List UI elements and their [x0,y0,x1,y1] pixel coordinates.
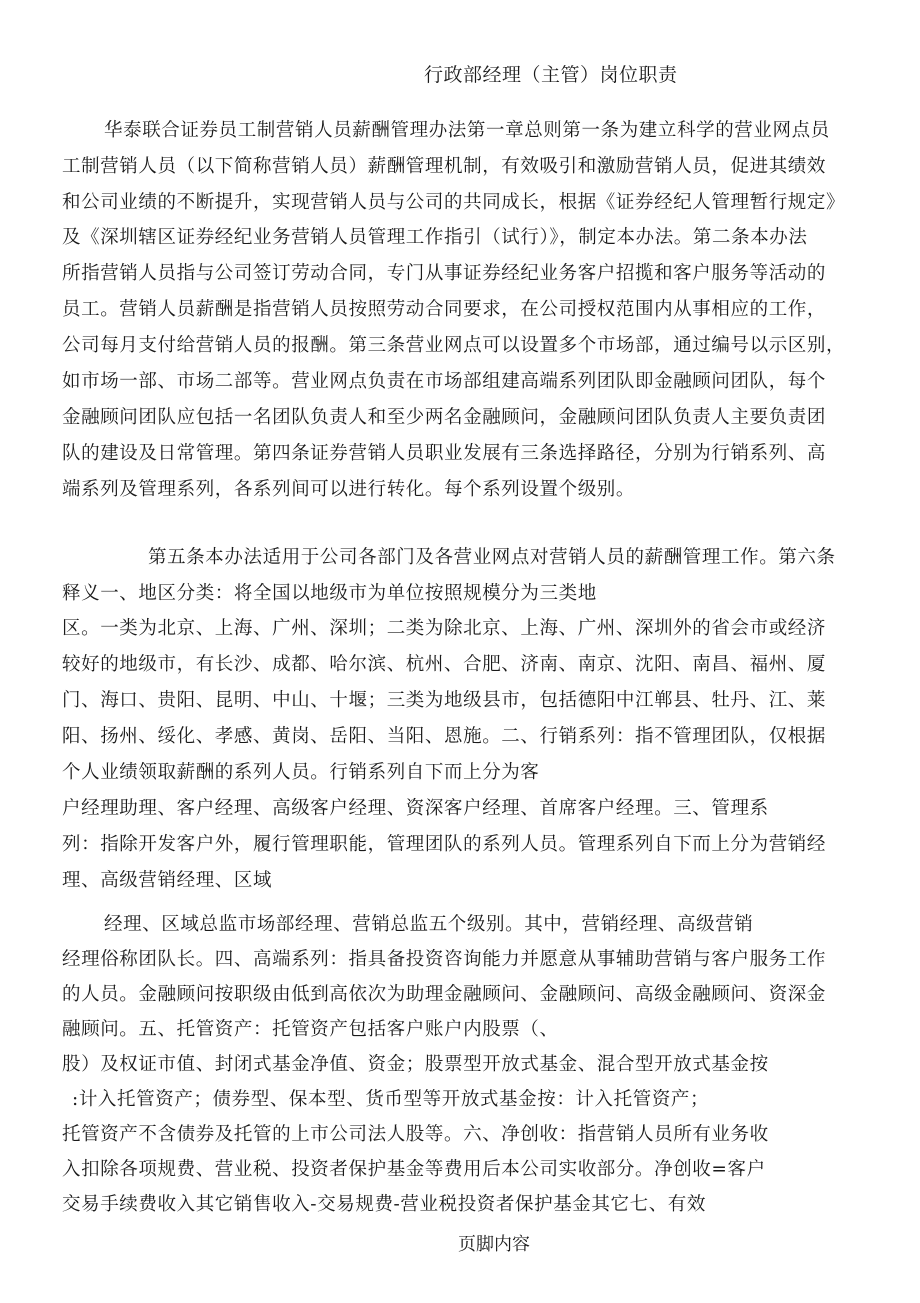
text-line: 门、海口、贵阳、昆明、中山、十堰；三类为地级县市，包括德阳中江郸县、牡丹、江、莱 [62,690,827,711]
page-title: 行政部经理（主管）岗位职责 [424,64,678,86]
text-line: 释义一、地区分类：将全国以地级市为单位按照规模分为三类地 [62,583,597,604]
text-line: 阳、扬州、绥化、孝感、黄岗、岳阳、当阳、恩施。二、行销系列：指不管理团队，仅根据 [62,726,827,747]
text-line: 托管资产不含债券及托管的上市公司法人股等。六、净创收：指营销人员所有业务收 [62,1124,769,1145]
text-line: 入扣除各项规费、营业税、投资者保护基金等费用后本公司实收部分。净创收=客户 [62,1159,766,1180]
text-line: 如市场一部、市场二部等。营业网点负责在市场部组建高端系列团队即金融顾问团队，每个 [62,371,827,392]
text-line: 第五条本办法适用于公司各部门及各营业网点对营销人员的薪酬管理工作。第六条 [148,547,836,568]
text-line: :计入托管资产；债券型、保本型、货币型等开放式基金按：计入托管资产； [72,1089,710,1110]
text-line: 员工。营销人员薪酬是指营销人员按照劳动合同要求，在公司授权范围内从事相应的工作， [62,299,827,320]
text-line: 所指营销人员指与公司签订劳动合同，专门从事证券经纪业务客户招揽和客户服务等活动的 [62,263,827,284]
text-line: 个人业绩领取薪酬的系列人员。行销系列自下而上分为客 [62,762,540,783]
text-line: 及《深圳辖区证券经纪业务营销人员管理工作指引（试行）》，制定本办法。第二条本办法 [62,227,808,248]
text-line: 经理俗称团队长。四、高端系列：指具备投资咨询能力并愿意从事辅助营销与客户服务工作 [62,949,827,970]
text-line: 金融顾问团队应包括一名团队负责人和至少两名金融顾问，金融顾问团队负责人主要负责团 [62,407,827,428]
text-line: 户经理助理、客户经理、高级客户经理、资深客户经理、首席客户经理。三、管理系 [62,798,769,819]
text-line: 交易手续费收入其它销售收入-交易规费-营业税投资者保护基金其它七、有效 [62,1194,707,1215]
text-line: 较好的地级市，有长沙、成都、哈尔滨、杭州、合肥、济南、南京、沈阳、南昌、福州、厦 [62,654,827,675]
page-footer: 页脚内容 [458,1234,530,1255]
text-line: 股）及权证市值、封闭式基金净值、资金；股票型开放式基金、混合型开放式基金按 [62,1054,769,1075]
text-line: 端系列及管理系列，各系列间可以进行转化。每个系列设置个级别。 [62,479,636,500]
text-line: 理、高级营销经理、区域 [62,870,273,891]
text-line: 公司每月支付给营销人员的报酬。第三条营业网点可以设置多个市场部，通过编号以示区别， [62,335,846,356]
text-line: 的人员。金融顾问按职级由低到高依次为助理金融顾问、金融顾问、高级金融顾问、资深金 [62,984,827,1005]
text-line: 经理、区域总监市场部经理、营销总监五个级别。其中，营销经理、高级营销 [104,914,754,935]
text-line: 华泰联合证券员工制营销人员薪酬管理办法第一章总则第一条为建立科学的营业网点员 [104,120,830,141]
text-line: 队的建设及日常管理。第四条证券营销人员职业发展有三条选择路径，分别为行销系列、高 [62,443,827,464]
text-line: 列：指除开发客户外，履行管理职能，管理团队的系列人员。管理系列自下而上分为营销经 [62,834,827,855]
text-line: 和公司业绩的不断提升，实现营销人员与公司的共同成长，根据《证券经纪人管理暂行规定》 [62,192,846,213]
text-line: 工制营销人员（以下简称营销人员）薪酬管理机制，有效吸引和激励营销人员，促进其绩效 [62,156,827,177]
text-line: 融顾问。五、托管资产：托管资产包括客户账户内股票（、 [62,1019,559,1040]
text-line: 区。一类为北京、上海、广州、深圳；二类为除北京、上海、广州、深圳外的省会市或经济 [62,618,827,639]
